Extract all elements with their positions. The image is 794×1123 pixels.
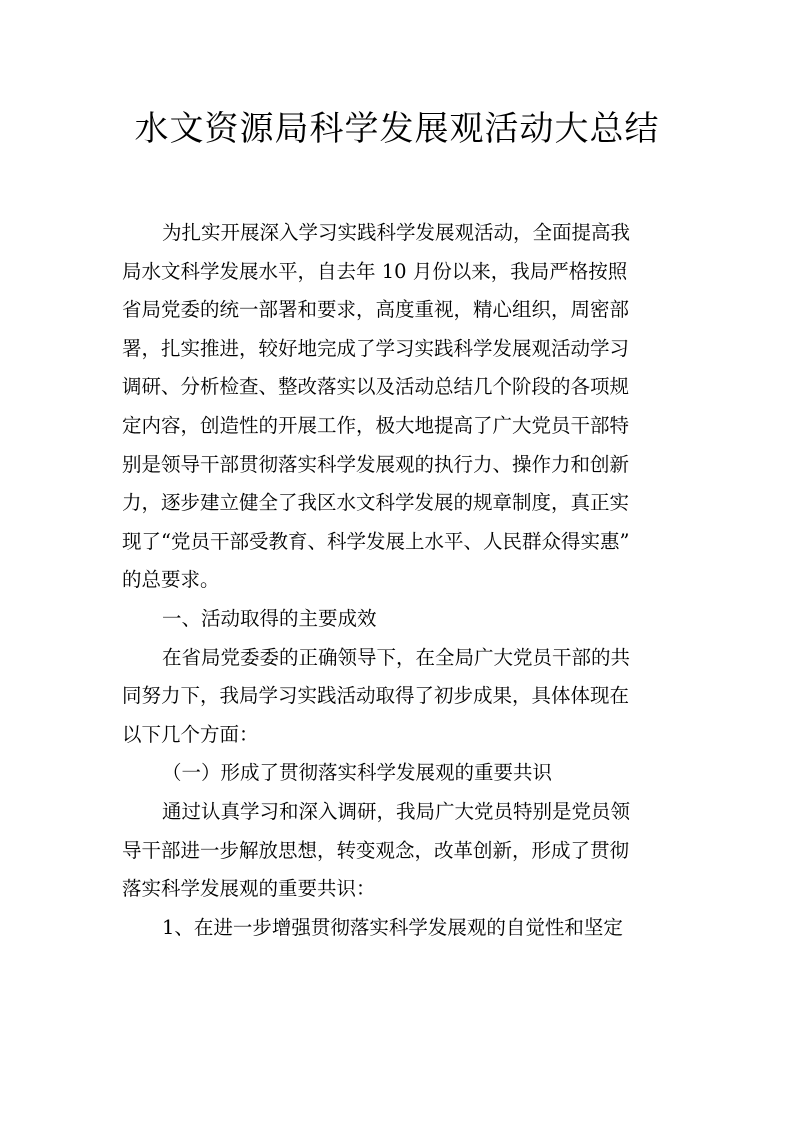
list-item: 1、在进一步增强贯彻落实科学发展观的自觉性和坚定: [162, 915, 623, 939]
text-line: 现了“党员干部受教育、科学发展上水平、人民群众得实惠”: [122, 529, 630, 553]
intro-paragraph: [122, 214, 674, 600]
text-line: 定内容，创造性的开展工作，极大地提高了广大党员干部特: [122, 413, 630, 437]
text-line: 通过认真学习和深入调研，我局广大党员特别是党员领: [162, 799, 631, 823]
text-line: 省局党委的统一部署和要求，高度重视，精心组织，周密部: [122, 298, 630, 322]
subsection-heading: （一）形成了贯彻落实科学发展观的重要共识: [162, 761, 553, 785]
text-line: 的总要求。: [122, 568, 220, 592]
text-line: 调研、分析检查、整改落实以及活动总结几个阶段的各项规: [122, 375, 630, 399]
document-body: [122, 214, 674, 947]
text-line: 署，扎实推进，较好地完成了学习实践科学发展观活动学习: [122, 336, 630, 360]
text-line: 别是领导干部贯彻落实科学发展观的执行力、操作力和创新: [122, 452, 630, 476]
text-line: 力，逐步建立健全了我区水文科学发展的规章制度，真正实: [122, 491, 630, 515]
document-title: 水文资源局科学发展观活动大总结: [134, 109, 660, 149]
section-heading: 一、活动取得的主要成效: [162, 606, 377, 630]
text-line: 为扎实开展深入学习实践科学发展观活动，全面提高我: [162, 221, 631, 244]
text-line: 局水文科学发展水平，自去年 10 月份以来，我局严格按照: [122, 259, 628, 283]
text-line: 以下几个方面：: [122, 722, 259, 746]
text-line: 同努力下，我局学习实践活动取得了初步成果，具体体现在: [122, 684, 630, 708]
text-line: 在省局党委委的正确领导下，在全局广大党员干部的共: [162, 645, 631, 669]
subsection1-paragraph: [122, 793, 674, 909]
section1-paragraph: [122, 639, 674, 755]
text-line: 落实科学发展观的重要共识：: [122, 877, 376, 901]
text-line: 导干部进一步解放思想，转变观念，改革创新，形成了贯彻: [122, 838, 630, 862]
